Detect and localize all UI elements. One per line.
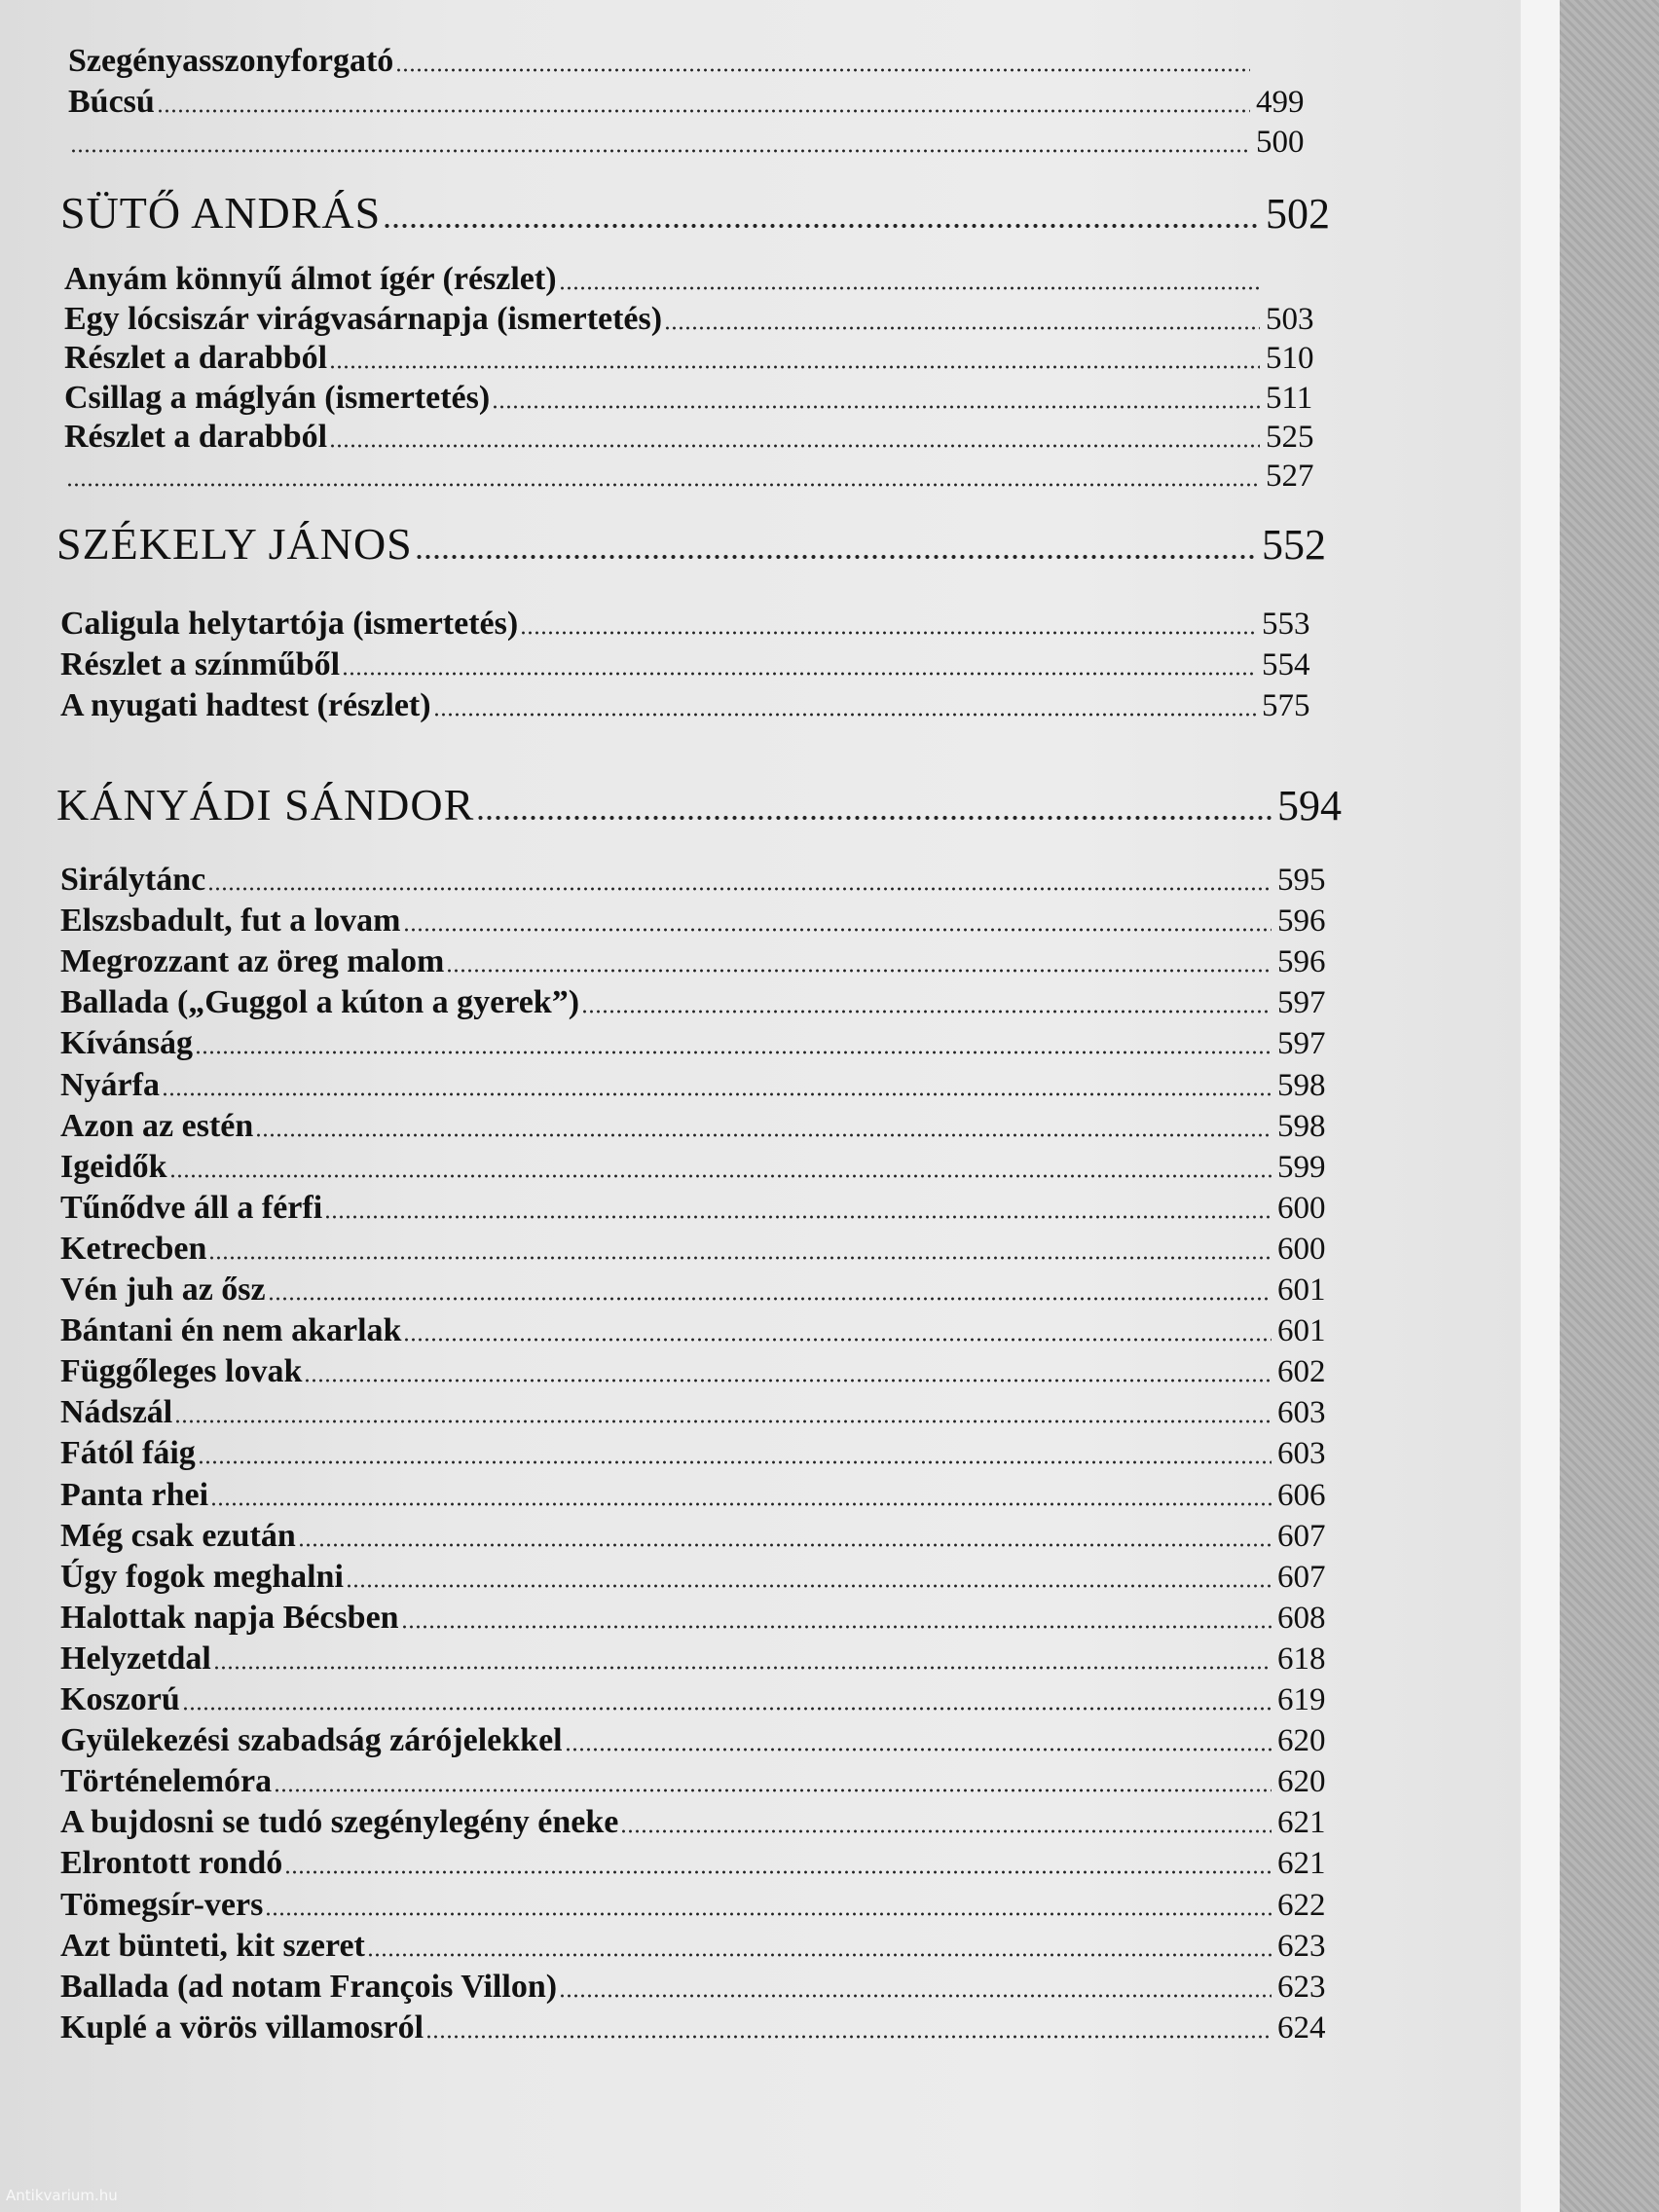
page-number: 553 — [1262, 607, 1310, 642]
toc-entry — [60, 1025, 1336, 1062]
toc-entry — [64, 380, 1324, 417]
toc-entry — [68, 125, 1314, 161]
entry-title: Tömegsír-vers — [60, 1886, 264, 1923]
entry-title: Ballada (ad notam François Villon) — [60, 1968, 558, 2005]
dot-leader — [70, 149, 1250, 153]
page-number: 620 — [1277, 1764, 1326, 1800]
toc-entry — [60, 1353, 1336, 1390]
dot-leader — [195, 1051, 1272, 1054]
dot-leader — [210, 1502, 1272, 1506]
page-number: 511 — [1266, 380, 1313, 416]
entry-title: Történelemóra — [60, 1763, 273, 1800]
dot-leader — [268, 1297, 1272, 1301]
dot-leader — [664, 326, 1260, 330]
page-number: 597 — [1277, 985, 1326, 1021]
toc-entry — [60, 1518, 1336, 1555]
page-number: 601 — [1277, 1313, 1326, 1349]
page-number: 554 — [1262, 647, 1310, 682]
dot-leader — [265, 1912, 1272, 1916]
entry-title: Sirálytánc — [60, 862, 206, 898]
page-number: 603 — [1277, 1395, 1326, 1431]
dot-leader — [559, 286, 1260, 290]
dot-leader — [208, 1256, 1272, 1260]
entry-title: Azt bünteti, kit szeret — [60, 1927, 365, 1964]
page-number: 596 — [1277, 903, 1326, 940]
page-number: 621 — [1277, 1805, 1326, 1841]
page-number: 510 — [1266, 341, 1314, 376]
toc-entry — [64, 301, 1324, 338]
author-heading: SZÉKELY JÁNOS — [56, 519, 413, 569]
toc-entry — [60, 903, 1336, 940]
entry-title: Ballada („Guggol a kúton a gyerek”) — [60, 984, 580, 1021]
toc-entry — [60, 1231, 1336, 1268]
toc-entry — [60, 1477, 1336, 1514]
toc-entry — [60, 1108, 1336, 1145]
toc-entry — [60, 1763, 1336, 1800]
page-number: 527 — [1266, 458, 1314, 494]
page-number: 623 — [1277, 1928, 1326, 1964]
entry-title: Halottak napja Bécsben — [60, 1599, 399, 1636]
entry-title: A nyugati hadtest (részlet) — [60, 687, 431, 723]
dot-leader — [403, 928, 1272, 932]
dot-leader — [446, 969, 1272, 973]
dot-leader — [383, 223, 1260, 229]
toc-entry — [60, 1845, 1336, 1882]
toc-entry — [68, 43, 1314, 80]
toc-entry — [60, 1600, 1336, 1637]
dot-leader — [395, 68, 1250, 72]
dot-leader — [162, 1092, 1272, 1096]
background-surface — [1560, 0, 1659, 2212]
page-number: 502 — [1266, 190, 1330, 238]
dot-leader — [324, 1215, 1272, 1219]
toc-entry — [64, 340, 1324, 377]
toc-entry — [60, 1312, 1336, 1349]
dot-leader — [169, 1174, 1272, 1178]
toc-entry — [60, 943, 1336, 980]
dot-leader — [274, 1788, 1272, 1792]
toc-entry — [60, 2009, 1336, 2046]
entry-title: Anyám könnyű álmot ígér (részlet) — [64, 261, 557, 297]
entry-title: Panta rhei — [60, 1476, 209, 1513]
entry-title: Tűnődve áll a férfi — [60, 1189, 323, 1226]
toc-entry — [60, 1272, 1336, 1309]
toc-entry — [60, 1435, 1336, 1472]
page-number: 602 — [1277, 1354, 1326, 1390]
page-number: 499 — [1256, 85, 1305, 120]
entry-title: Egy lócsiszár virágvasárnapja (ismertetés) — [64, 300, 663, 337]
page-number: 607 — [1277, 1518, 1326, 1554]
section-heading — [56, 779, 1342, 830]
dot-leader — [401, 1625, 1272, 1629]
page-number: 618 — [1277, 1641, 1326, 1677]
entry-title: Úgy fogok meghalni — [60, 1558, 344, 1595]
toc-entry — [64, 261, 1324, 298]
dot-leader — [66, 483, 1260, 487]
toc-entry — [60, 1190, 1336, 1227]
toc-entry — [64, 419, 1324, 456]
entry-title: Koszorú — [60, 1681, 180, 1717]
page-number: 575 — [1262, 688, 1310, 723]
page-number: 621 — [1277, 1846, 1326, 1882]
entry-title: Gyülekezési szabadság zárójelekkel — [60, 1722, 563, 1759]
entry-title: Igeidők — [60, 1148, 167, 1185]
page-number: 624 — [1277, 2009, 1326, 2046]
dot-leader — [198, 1460, 1272, 1464]
entry-title: Kuplé a vörös villamosról — [60, 2009, 424, 2046]
toc-entry — [60, 984, 1336, 1021]
author-heading: KÁNYÁDI SÁNDOR — [56, 780, 475, 830]
page-number: 552 — [1262, 521, 1326, 569]
page-number: 620 — [1277, 1723, 1326, 1759]
dot-leader — [403, 1338, 1272, 1342]
entry-title: Vén juh az ősz — [60, 1272, 266, 1308]
entry-title: Nyárfa — [60, 1066, 160, 1103]
dot-leader — [342, 672, 1256, 676]
toc-entry — [60, 1969, 1336, 2006]
dot-leader — [298, 1543, 1272, 1547]
dot-leader — [425, 2035, 1272, 2039]
entry-title: Szegényasszonyforgató — [68, 43, 394, 79]
page-number: 608 — [1277, 1600, 1326, 1636]
page-number: 600 — [1277, 1231, 1326, 1267]
dot-leader — [182, 1707, 1272, 1711]
dot-leader — [329, 365, 1260, 369]
toc-entry — [60, 1681, 1336, 1718]
section-heading — [56, 518, 1326, 570]
entry-title: Részlet a színműből — [60, 646, 341, 682]
entry-title: Nádszál — [60, 1394, 173, 1431]
entry-title: Megrozzant az öreg malom — [60, 943, 445, 980]
dot-leader — [213, 1666, 1272, 1670]
toc-entry — [60, 1804, 1336, 1841]
dot-leader — [559, 1994, 1272, 1998]
page-number: 619 — [1277, 1682, 1326, 1717]
toc-entry — [60, 687, 1320, 724]
toc-entry — [60, 1149, 1336, 1186]
entry-title: Még csak ezután — [60, 1517, 296, 1554]
dot-leader — [581, 1010, 1272, 1014]
entry-title: Azon az estén — [60, 1107, 254, 1144]
page-number: 603 — [1277, 1436, 1326, 1472]
entry-title: Csillag a máglyán (ismertetés) — [64, 379, 491, 416]
page-number: 594 — [1277, 782, 1342, 830]
page-number: 623 — [1277, 1969, 1326, 2005]
toc-entry — [60, 606, 1320, 643]
toc-entry — [60, 646, 1320, 683]
section-heading — [60, 187, 1330, 239]
page-number: 598 — [1277, 1108, 1326, 1144]
page-number: 622 — [1277, 1887, 1326, 1923]
dot-leader — [520, 631, 1256, 635]
entry-title: Ketrecben — [60, 1230, 207, 1267]
dot-leader — [433, 713, 1256, 717]
toc-entry — [64, 459, 1324, 495]
page-number: 599 — [1277, 1149, 1326, 1185]
entry-title: Függőleges lovak — [60, 1353, 303, 1390]
entry-title: Bántani én nem akarlak — [60, 1312, 402, 1349]
page-edge — [1521, 0, 1560, 2212]
toc-entry — [60, 1928, 1336, 1965]
entry-title: Fától fáig — [60, 1435, 196, 1472]
page-number: 596 — [1277, 944, 1326, 980]
toc-entry — [60, 1641, 1336, 1677]
page-number: 601 — [1277, 1272, 1326, 1308]
page-number: 607 — [1277, 1559, 1326, 1595]
toc-entry — [60, 862, 1336, 899]
entry-title: Helyzetdal — [60, 1640, 211, 1677]
dot-leader — [620, 1829, 1272, 1833]
dot-leader — [304, 1379, 1272, 1382]
dot-leader — [329, 444, 1260, 448]
page-number: 500 — [1256, 125, 1305, 160]
toc-entry — [60, 1887, 1336, 1924]
page-number: 595 — [1277, 863, 1326, 898]
toc-entry — [60, 1067, 1336, 1104]
dot-leader — [284, 1870, 1272, 1874]
dot-leader — [492, 405, 1260, 409]
dot-leader — [346, 1584, 1272, 1588]
page-number: 606 — [1277, 1477, 1326, 1513]
entry-title: Elszsbadult, fut a lovam — [60, 903, 401, 940]
entry-title: Elrontott rondó — [60, 1845, 283, 1882]
entry-title: A bujdosni se tudó szegénylegény éneke — [60, 1804, 619, 1841]
toc-entry — [60, 1722, 1336, 1759]
entry-title: Részlet a darabból — [64, 419, 328, 455]
entry-title: Caligula helytartója (ismertetés) — [60, 606, 519, 642]
dot-leader — [174, 1419, 1272, 1423]
page-number: 525 — [1266, 420, 1314, 455]
dot-leader — [565, 1748, 1272, 1751]
dot-leader — [415, 554, 1256, 560]
dot-leader — [476, 815, 1272, 821]
entry-title: Részlet a darabból — [64, 340, 328, 376]
dot-leader — [207, 887, 1272, 891]
page-number: 597 — [1277, 1026, 1326, 1062]
dot-leader — [367, 1953, 1272, 1957]
page-number: 600 — [1277, 1190, 1326, 1226]
author-heading: SÜTŐ ANDRÁS — [60, 188, 382, 238]
dot-leader — [255, 1133, 1272, 1137]
entry-title: Kívánság — [60, 1025, 194, 1062]
entry-title: Búcsú — [68, 84, 155, 120]
page-number: 503 — [1266, 301, 1314, 337]
dot-leader — [157, 109, 1250, 113]
watermark: Antikvarium.hu — [6, 2187, 118, 2204]
toc-entry — [60, 1394, 1336, 1431]
toc-entry — [68, 84, 1314, 121]
toc-entry — [60, 1559, 1336, 1596]
page-number: 598 — [1277, 1067, 1326, 1103]
